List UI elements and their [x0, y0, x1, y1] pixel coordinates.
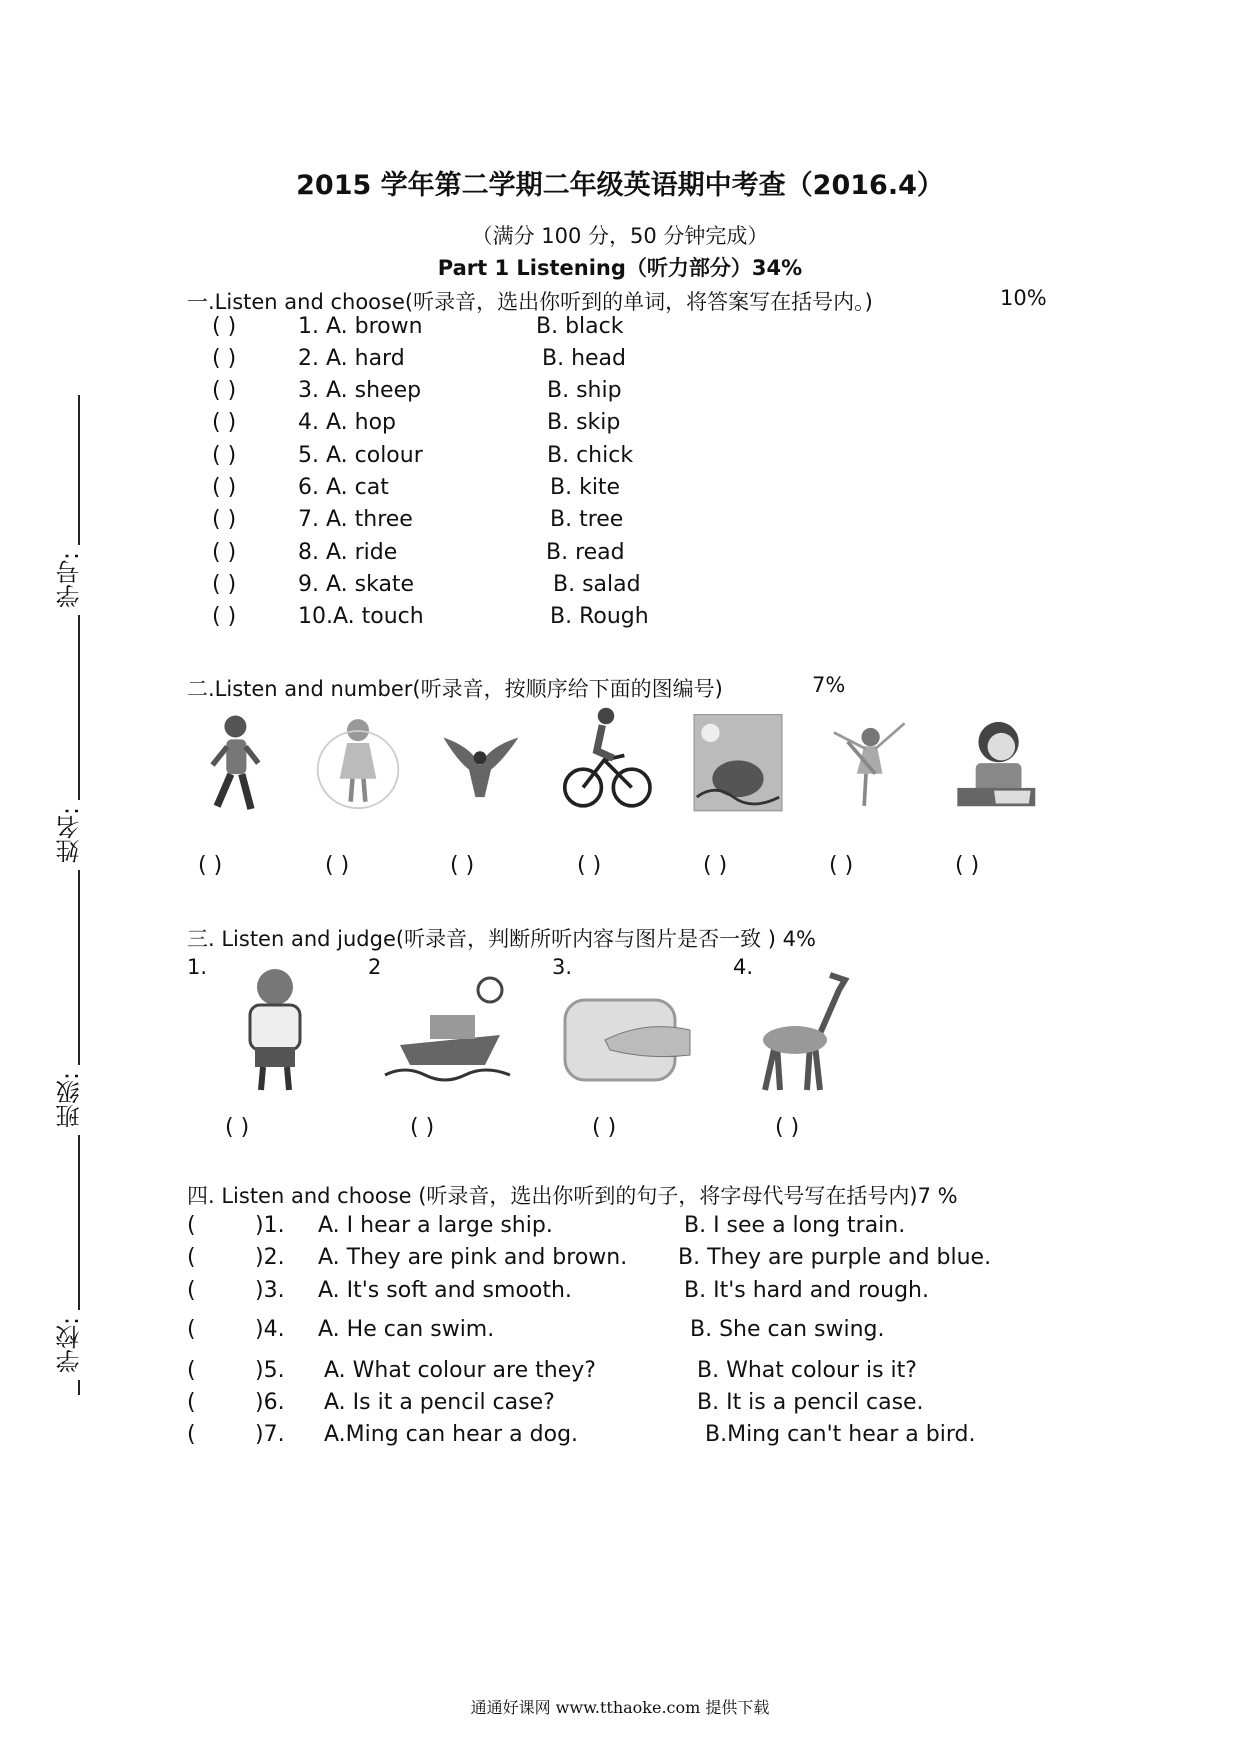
option-b: B. Rough: [550, 604, 649, 629]
option-a: 6. A. cat: [298, 475, 389, 500]
answer-paren[interactable]: ( ): [829, 853, 854, 878]
option-b: B.Ming can't hear a bird.: [705, 1422, 976, 1447]
option-b: B. They are purple and blue.: [678, 1245, 992, 1270]
answer-paren[interactable]: ( ): [212, 346, 237, 371]
answer-paren-left[interactable]: (: [187, 1422, 196, 1447]
picture-boy: [205, 965, 345, 1095]
question-number: )6.: [255, 1390, 285, 1415]
option-b: B. black: [536, 314, 624, 339]
option-b: B. salad: [553, 572, 641, 597]
option-a: A.Ming can hear a dog.: [324, 1422, 579, 1447]
answer-paren-left[interactable]: (: [187, 1213, 196, 1238]
option-b: B. It is a pencil case.: [697, 1390, 924, 1415]
option-a: A. They are pink and brown.: [318, 1245, 628, 1270]
option-b: B. skip: [547, 410, 621, 435]
answer-paren[interactable]: ( ): [212, 507, 237, 532]
picture-number: 1.: [187, 955, 208, 979]
option-a: A. I hear a large ship.: [318, 1213, 553, 1238]
answer-paren[interactable]: ( ): [577, 853, 602, 878]
label-school: 学校:: [52, 1310, 82, 1380]
question-number: )5.: [255, 1358, 285, 1383]
answer-paren[interactable]: ( ): [212, 378, 237, 403]
answer-paren[interactable]: ( ): [703, 853, 728, 878]
option-b: B. head: [542, 346, 627, 371]
answer-paren[interactable]: ( ): [450, 853, 475, 878]
question-number: )4.: [255, 1317, 285, 1342]
option-b: B. ship: [547, 378, 622, 403]
picture-reading-boy: [946, 710, 1042, 820]
page-subtitle: （满分 100 分，50 分钟完成）: [471, 224, 769, 248]
page-title: 2015 学年第二学期二年级英语期中考查（2016.4）: [296, 170, 944, 201]
option-a: 3. A. sheep: [298, 378, 422, 403]
option-b: B. I see a long train.: [684, 1213, 906, 1238]
picture-cyclist: [558, 705, 654, 815]
footer-source: 通通好课网 www.tthaoke.com 提供下载: [470, 1698, 770, 1717]
answer-paren[interactable]: ( ): [212, 540, 237, 565]
section2-score: 7%: [812, 673, 846, 697]
option-a: 8. A. ride: [298, 540, 398, 565]
label-student-no: 学号:: [52, 545, 82, 615]
option-a: A. Is it a pencil case?: [324, 1390, 555, 1415]
picture-swimming-boy: [690, 710, 786, 820]
picture-pillow: [555, 965, 695, 1095]
answer-paren[interactable]: ( ): [225, 1115, 250, 1140]
answer-paren[interactable]: ( ): [410, 1115, 435, 1140]
section1-heading: 一.Listen and choose(听录音，选出你听到的单词，将答案写在括号内。): [187, 290, 873, 314]
answer-paren[interactable]: ( ): [212, 314, 237, 339]
option-a: 7. A. three: [298, 507, 413, 532]
answer-paren[interactable]: ( ): [212, 443, 237, 468]
option-a: 4. A. hop: [298, 410, 397, 435]
option-b: B. kite: [550, 475, 621, 500]
option-a: A. What colour are they?: [324, 1358, 596, 1383]
picture-skipping-girl: [310, 710, 406, 820]
answer-paren[interactable]: ( ): [212, 604, 237, 629]
answer-paren[interactable]: ( ): [212, 572, 237, 597]
option-b: B. It's hard and rough.: [684, 1278, 929, 1303]
picture-number: 4.: [733, 955, 754, 979]
picture-giraffe: [735, 965, 875, 1095]
answer-paren[interactable]: ( ): [955, 853, 980, 878]
option-b: B. tree: [550, 507, 624, 532]
picture-number: 2: [368, 955, 382, 979]
picture-dancing-girl: [818, 705, 914, 815]
question-number: )3.: [255, 1278, 285, 1303]
picture-running-boy: [192, 710, 288, 820]
answer-paren[interactable]: ( ): [592, 1115, 617, 1140]
option-b: B. She can swing.: [690, 1317, 885, 1342]
answer-paren-left[interactable]: (: [187, 1390, 196, 1415]
option-a: A. It's soft and smooth.: [318, 1278, 572, 1303]
question-number: )1.: [255, 1213, 285, 1238]
picture-number: 3.: [552, 955, 573, 979]
question-number: )2.: [255, 1245, 285, 1270]
answer-paren-left[interactable]: (: [187, 1358, 196, 1383]
picture-ship: [380, 965, 520, 1095]
option-a: 5. A. colour: [298, 443, 423, 468]
option-a: 9. A. skate: [298, 572, 415, 597]
section3-heading: 三. Listen and judge(听录音，判断所听内容与图片是否一致 ) 4%: [187, 927, 816, 951]
section2-heading: 二.Listen and number(听录音，按顺序给下面的图编号): [187, 677, 723, 701]
answer-paren-left[interactable]: (: [187, 1317, 196, 1342]
option-b: B. chick: [547, 443, 634, 468]
picture-bird: [432, 710, 528, 820]
answer-paren[interactable]: ( ): [212, 475, 237, 500]
label-name: 姓名:: [52, 800, 82, 870]
part-heading: Part 1 Listening（听力部分）34%: [437, 256, 803, 280]
option-b: B. What colour is it?: [697, 1358, 917, 1383]
answer-paren-left[interactable]: (: [187, 1245, 196, 1270]
option-b: B. read: [546, 540, 625, 565]
section1-score: 10%: [1000, 286, 1047, 310]
answer-paren[interactable]: ( ): [212, 410, 237, 435]
question-number: )7.: [255, 1422, 285, 1447]
option-a: A. He can swim.: [318, 1317, 495, 1342]
answer-paren[interactable]: ( ): [198, 853, 223, 878]
option-a: 10.A. touch: [298, 604, 424, 629]
answer-paren[interactable]: ( ): [325, 853, 350, 878]
answer-paren[interactable]: ( ): [775, 1115, 800, 1140]
label-class: 班级:: [52, 1065, 82, 1135]
option-a: 2. A. hard: [298, 346, 405, 371]
answer-paren-left[interactable]: (: [187, 1278, 196, 1303]
section4-heading: 四. Listen and choose (听录音，选出你听到的句子，将字母代号写在括号内)7 %: [187, 1184, 958, 1208]
option-a: 1. A. brown: [298, 314, 423, 339]
